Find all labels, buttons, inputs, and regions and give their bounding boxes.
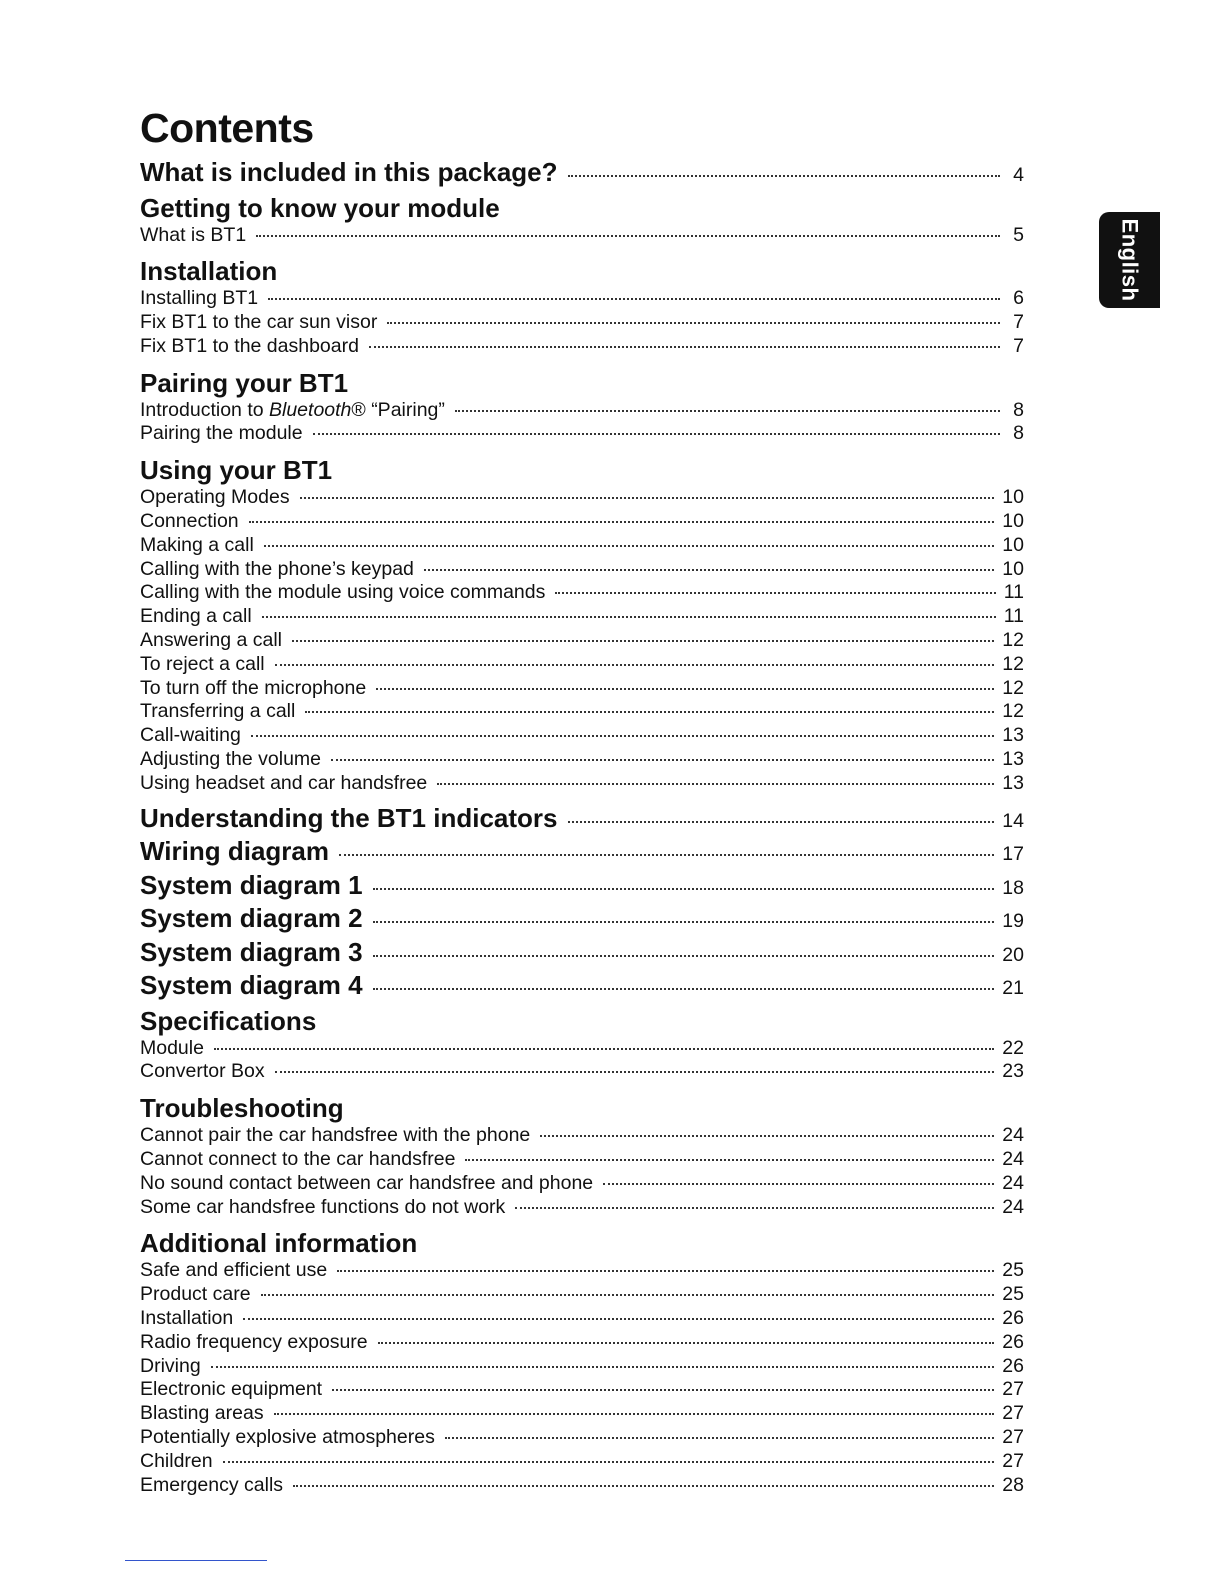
toc-entry-text: Radio frequency exposure (140, 1330, 368, 1353)
toc-entry[interactable] (140, 1331, 1024, 1355)
toc-entry[interactable] (140, 1474, 1024, 1498)
toc-page-number: 13 (1002, 748, 1024, 771)
toc-page-number: 4 (1013, 164, 1024, 186)
dot-leader (251, 735, 995, 737)
dot-leader (275, 1071, 995, 1073)
dot-leader (275, 664, 995, 666)
toc-entry[interactable] (140, 1259, 1024, 1283)
toc-page-number: 11 (1003, 581, 1024, 604)
dot-leader (313, 433, 1000, 435)
toc-page-number: 12 (1002, 652, 1024, 675)
toc-entry[interactable] (140, 581, 1024, 605)
toc-page-number: 12 (1002, 700, 1024, 723)
toc-entry-text: Fix BT1 to the dashboard (140, 334, 359, 357)
dot-leader (339, 854, 994, 856)
toc-heading-text: System diagram 3 (140, 936, 363, 967)
dot-leader (274, 1413, 995, 1415)
toc-entry[interactable] (140, 1355, 1024, 1379)
toc-heading-entry[interactable] (140, 869, 1024, 903)
toc-page-number: 25 (1002, 1283, 1024, 1306)
dot-leader (378, 1342, 995, 1344)
toc-heading-text: Wiring diagram (140, 836, 330, 867)
toc-page-number: 27 (1002, 1426, 1024, 1448)
toc-entry-text: Answering a call (140, 629, 282, 652)
toc-section-heading: Troubleshooting (140, 1093, 344, 1124)
toc-section-heading: Using your BT1 (140, 455, 333, 486)
toc-entry-text: Pairing the module (140, 422, 303, 445)
toc-page-number: 13 (1002, 771, 1024, 794)
toc-entry-text: Cannot connect to the car handsfree (140, 1148, 456, 1171)
toc-entry[interactable] (140, 558, 1024, 582)
toc-entry[interactable] (140, 1450, 1024, 1474)
dot-leader (292, 640, 994, 642)
toc-entry-text: Convertor Box (140, 1060, 265, 1083)
dot-leader (437, 783, 994, 785)
toc-section-heading: Pairing your BT1 (140, 367, 349, 398)
dot-leader (555, 592, 995, 594)
toc-page-number: 19 (1002, 910, 1024, 933)
dot-leader (376, 688, 994, 690)
toc-entry-text: To turn off the microphone (140, 676, 367, 699)
toc-page-number: 12 (1002, 629, 1024, 652)
toc-section-heading: Additional information (140, 1228, 418, 1259)
toc-entry-text: Ending a call (140, 605, 252, 628)
toc-entry-text: Driving (140, 1354, 201, 1377)
toc-entry[interactable] (140, 1124, 1024, 1148)
toc-page-number: 8 (1013, 398, 1024, 421)
toc-entry[interactable] (140, 534, 1024, 558)
toc-entry[interactable] (140, 1060, 1024, 1084)
dot-leader (424, 569, 994, 571)
toc-page-number: 10 (1002, 486, 1024, 509)
toc-entry[interactable] (140, 1378, 1024, 1402)
toc-entry[interactable] (140, 677, 1024, 701)
toc-page-number: 28 (1002, 1473, 1024, 1496)
toc-entry-text: Some car handsfree functions do not work (140, 1195, 506, 1218)
toc-entry-text: Safe and efficient use (140, 1259, 328, 1282)
toc-entry-text: Operating Modes (140, 486, 290, 509)
dot-leader (331, 759, 994, 761)
toc-page-number: 18 (1002, 876, 1024, 899)
toc-heading-text: System diagram 1 (140, 869, 363, 900)
toc-entry-text: Blasting areas (140, 1402, 264, 1425)
toc-heading-entry[interactable] (140, 802, 1024, 836)
toc-heading-entry[interactable] (140, 156, 1024, 190)
toc-entry-text: Connection (140, 510, 239, 533)
toc-heading-entry[interactable] (140, 835, 1024, 869)
toc-heading-text: What is included in this package? (140, 157, 558, 187)
dot-leader (373, 955, 995, 957)
language-tab (1099, 212, 1160, 308)
toc-entry-text: Cannot pair the car handsfree with the phone (140, 1124, 531, 1147)
toc-page-number: 27 (1002, 1402, 1024, 1425)
toc-entry[interactable] (140, 724, 1024, 748)
toc-entry-text: Installing BT1 (140, 287, 259, 310)
toc-heading-entry[interactable] (140, 902, 1024, 936)
toc-entry-text: Children (140, 1449, 213, 1472)
toc-page-number: 26 (1002, 1354, 1024, 1377)
toc-entry-text: Call-waiting (140, 724, 241, 747)
toc-heading-text: System diagram 2 (140, 903, 363, 934)
language-tab-label: English (1117, 218, 1143, 302)
dot-leader (261, 1294, 995, 1296)
toc-entry-text: To reject a call (140, 652, 265, 675)
toc-entry-text: Electronic equipment (140, 1378, 323, 1401)
toc-page-number: 22 (1002, 1036, 1024, 1059)
toc-entry-text: Using headset and car handsfree (140, 771, 428, 794)
toc-entry[interactable] (140, 1307, 1024, 1331)
dot-leader (373, 888, 995, 890)
toc-page-number: 14 (1002, 809, 1024, 832)
toc-page-number: 10 (1002, 510, 1024, 533)
toc-heading-entry[interactable] (140, 969, 1024, 1003)
toc-page-number: 21 (1002, 977, 1024, 1000)
toc-section-heading: Specifications (140, 1005, 317, 1036)
toc-page-number: 11 (1003, 605, 1024, 628)
toc-entry[interactable] (140, 486, 1024, 510)
toc-page-number: 26 (1002, 1330, 1024, 1353)
dot-leader (293, 1485, 994, 1487)
toc-entry-text: Module (140, 1036, 204, 1059)
dot-leader (262, 616, 996, 618)
dot-leader (445, 1437, 994, 1439)
toc-entry[interactable] (140, 1172, 1024, 1196)
footer-rule (125, 1560, 267, 1561)
table-of-contents (140, 156, 1024, 1503)
toc-page-number: 8 (1013, 422, 1024, 445)
toc-entry[interactable] (140, 605, 1024, 629)
toc-entry[interactable] (140, 224, 1024, 248)
toc-entry-text: Calling with the phone’s keypad (140, 557, 414, 580)
toc-entry-text: Potentially explosive atmospheres (140, 1426, 435, 1448)
toc-section-heading: Installation (140, 256, 278, 287)
toc-entry[interactable] (140, 1283, 1024, 1307)
toc-entry[interactable] (140, 399, 1024, 423)
toc-page-number: 7 (1013, 311, 1024, 334)
dot-leader (540, 1135, 994, 1137)
toc-page-number: 17 (1002, 843, 1024, 866)
page-title: Contents (140, 105, 314, 151)
toc-entry-text: Introduction to Bluetooth® “Pairing” (140, 398, 445, 421)
toc-entry[interactable] (140, 1037, 1024, 1061)
toc-entry[interactable] (140, 422, 1024, 446)
toc-entry[interactable] (140, 629, 1024, 653)
dot-leader (332, 1389, 994, 1391)
toc-entry[interactable] (140, 772, 1024, 796)
toc-page-number: 26 (1002, 1307, 1024, 1330)
dot-leader (568, 821, 995, 823)
toc-heading-text: Understanding the BT1 indicators (140, 802, 558, 833)
dot-leader (214, 1048, 994, 1050)
toc-entry[interactable] (140, 1148, 1024, 1172)
toc-entry[interactable] (140, 700, 1024, 724)
toc-entry[interactable] (140, 653, 1024, 677)
toc-entry[interactable] (140, 1196, 1024, 1220)
dot-leader (256, 235, 1000, 237)
dot-leader (264, 545, 994, 547)
toc-entry[interactable] (140, 311, 1024, 335)
toc-page-number: 5 (1013, 223, 1024, 246)
dot-leader (243, 1318, 994, 1320)
toc-page-number: 24 (1002, 1195, 1024, 1218)
dot-leader (223, 1461, 995, 1463)
toc-entry-text: Making a call (140, 533, 254, 556)
toc-page-number: 7 (1013, 334, 1024, 357)
toc-page-number: 24 (1002, 1148, 1024, 1171)
dot-leader (373, 921, 995, 923)
toc-page-number: 10 (1002, 533, 1024, 556)
toc-entry-text: Installation (140, 1307, 234, 1330)
toc-entry-text: Fix BT1 to the car sun visor (140, 311, 378, 334)
toc-page-number: 24 (1002, 1171, 1024, 1194)
toc-page-number: 23 (1002, 1060, 1024, 1083)
toc-page-number: 12 (1002, 676, 1024, 699)
toc-page-number: 27 (1002, 1378, 1024, 1401)
toc-entry[interactable] (140, 1426, 1024, 1450)
toc-entry[interactable] (140, 335, 1024, 359)
toc-entry[interactable] (140, 748, 1024, 772)
dot-leader (603, 1183, 994, 1185)
toc-page-number: 24 (1002, 1124, 1024, 1147)
dot-leader (369, 346, 1000, 348)
dot-leader (305, 711, 994, 713)
toc-page-number: 20 (1002, 943, 1024, 966)
toc-entry[interactable] (140, 510, 1024, 534)
dot-leader (211, 1366, 995, 1368)
dot-leader (268, 298, 1000, 300)
toc-heading-entry[interactable] (140, 936, 1024, 970)
toc-entry-text: Transferring a call (140, 700, 296, 723)
toc-section-heading: Getting to know your module (140, 192, 500, 223)
toc-entry-text: No sound contact between car handsfree and phone (140, 1171, 594, 1194)
dot-leader (249, 521, 995, 523)
dot-leader (300, 497, 995, 499)
toc-page-number: 6 (1013, 287, 1024, 310)
dot-leader (568, 175, 1000, 177)
toc-entry[interactable] (140, 1402, 1024, 1426)
toc-page-number: 27 (1002, 1449, 1024, 1472)
dot-leader (373, 988, 995, 990)
dot-leader (337, 1270, 994, 1272)
toc-heading-text: System diagram 4 (140, 970, 363, 1001)
dot-leader (455, 410, 1000, 412)
toc-entry-text: What is BT1 (140, 223, 247, 246)
toc-entry-text: Emergency calls (140, 1473, 284, 1496)
dot-leader (465, 1159, 994, 1161)
dot-leader (387, 322, 1000, 324)
toc-page-number: 13 (1002, 724, 1024, 747)
toc-page-number: 25 (1002, 1259, 1024, 1282)
dot-leader (515, 1207, 994, 1209)
toc-entry-text: Product care (140, 1283, 251, 1306)
toc-page-number: 10 (1002, 557, 1024, 580)
toc-entry-text: Calling with the module using voice commands (140, 581, 546, 604)
toc-entry-text: Adjusting the volume (140, 748, 322, 771)
toc-entry[interactable] (140, 287, 1024, 311)
